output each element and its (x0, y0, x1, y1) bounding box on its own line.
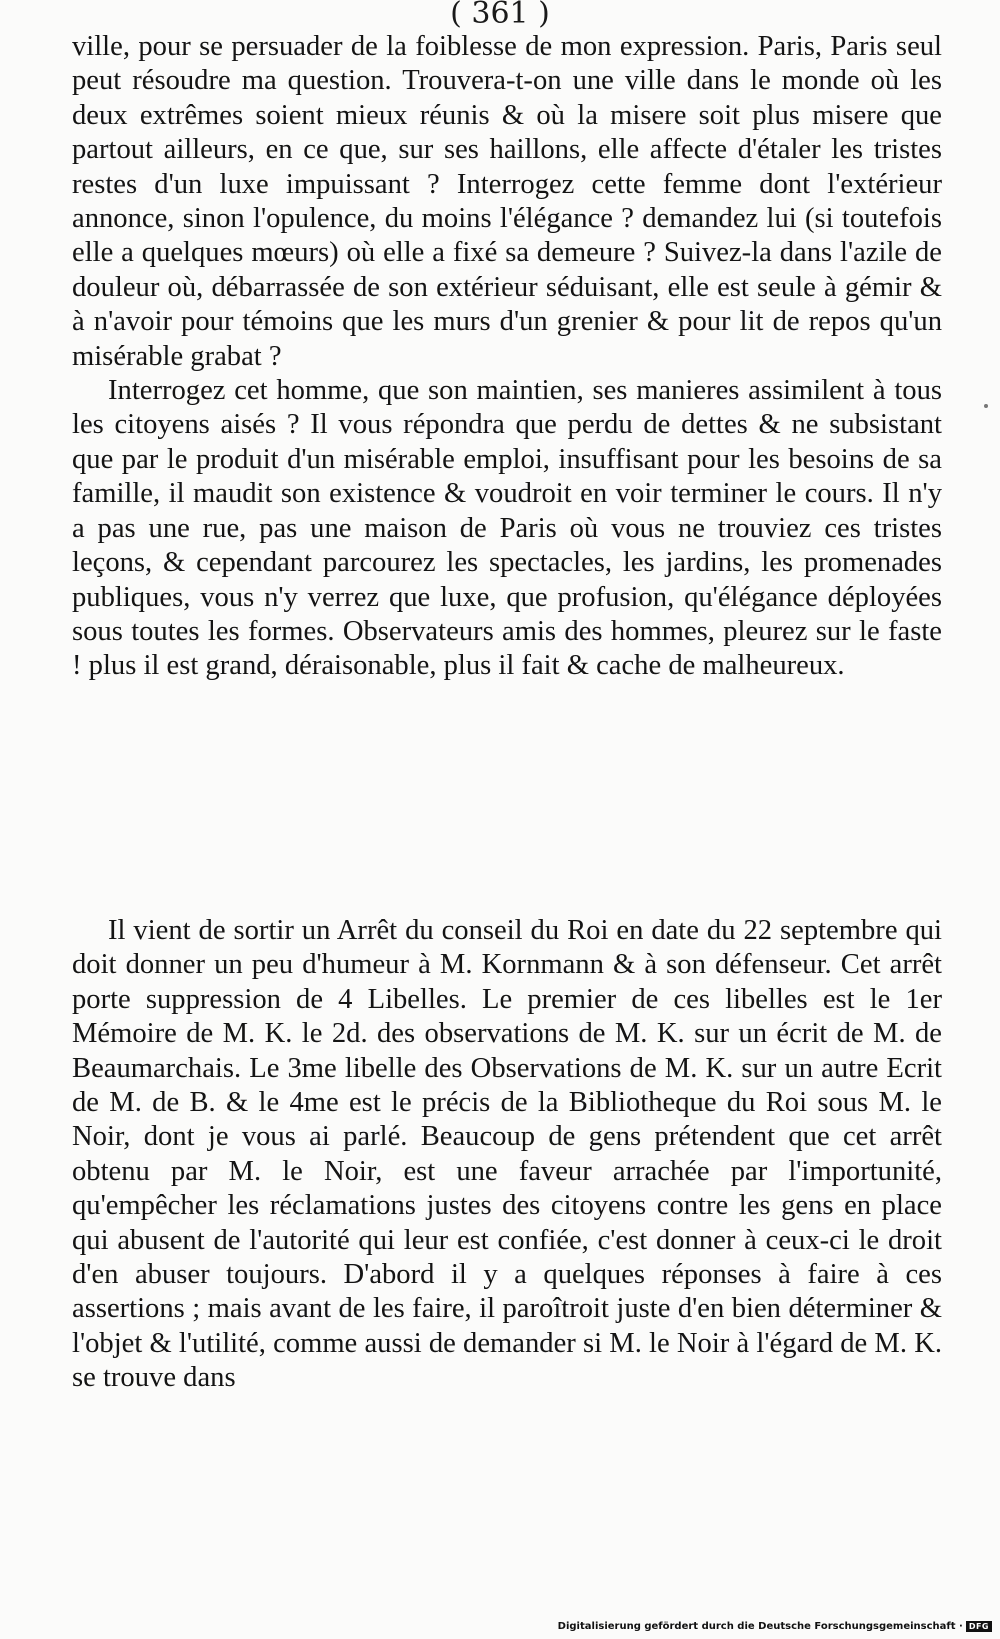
footer-credit: Digitalisierung gefördert durch die Deutsche Forschungsgemeinschaft · (557, 1620, 963, 1632)
margin-speck (984, 404, 988, 408)
paragraph-2: Interrogez cet homme, que son maintien, ses manieres assimilent à tous les citoyens aisés ? Il vous répondra que perdu de dettes & ne subsistant que par le produit d'un misérable emploi, insuffisant pour les besoins de sa famille, il maudit son existence & voudroit en voir terminer le cours. Il n'y a pas une rue, pas une maison de Paris où vous ne trouviez ces tristes leçons, & cependant parcourez les spectacles, les jardins, les promenades publiques, vous n'y verrez que luxe, que profusion, qu'élégance déployées sous toutes les formes. Observateurs amis des hommes, pleurez sur le faste ! plus il est grand, déraisonable, plus il fait & cache de malheureux. (72, 375, 942, 682)
digitization-footer (558, 1617, 992, 1635)
text-block-upper (72, 30, 942, 684)
page-number: ( 361 ) (450, 0, 550, 31)
paragraph-1: ville, pour se persuader de la foiblesse de mon expression. Paris, Paris seul peut résoudre ma question. Trouvera-t-on une ville dans le monde où les deux extrêmes soient mieux réunis & où la misere soit plus misere que partout ailleurs, en ce que, sur ses haillons, elle affecte d'étaler les tristes restes d'un luxe impuissant ? Interrogez cette femme dont l'extérieur annonce, sinon l'opulence, du moins l'élégance ? demandez lui (si toutefois elle a quelques mœurs) où elle a fixé sa demeure ? Suivez-la dans l'azile de douleur où, débarrassée de son extérieur séduisant, elle est seule à gémir & à n'avoir pour témoins que les murs d'un grenier & pour lit de repos qu'un misérable grabat ? (72, 31, 942, 372)
dfg-logo: DFG (966, 1621, 992, 1632)
text-block-lower (72, 914, 942, 1396)
paragraph-3: Il vient de sortir un Arrêt du conseil du Roi en date du 22 septembre qui doit donner un peu d'humeur à M. Kornmann & à son défenseur. Cet arrêt porte suppression de 4 Libelles. Le premier de ces libelles est le 1er Mémoire de M. K. le 2d. des observations de M. K. sur un écrit de M. de Beaumarchais. Le 3me libelle des Observations de M. K. sur un autre Ecrit de M. de B. & le 4me est le précis de la Bibliotheque du Roi sous M. le Noir, dont je vous ai parlé. Beaucoup de gens prétendent que cet arrêt obtenu par M. le Noir, est une faveur arrachée par l'importunité, qu'empêcher les réclamations justes des citoyens contre les gens en place qui abusent de l'autorité qui leur est confiée, c'est donner à ceux-ci le droit d'en abuser toujours. D'abord il y a quelques réponses à faire à ces assertions ; mais avant de les faire, il paroîtroit juste d'en bien déterminer & l'objet & l'utilité, comme aussi de demander si M. le Noir à l'égard de M. K. se trouve dans (72, 915, 942, 1394)
